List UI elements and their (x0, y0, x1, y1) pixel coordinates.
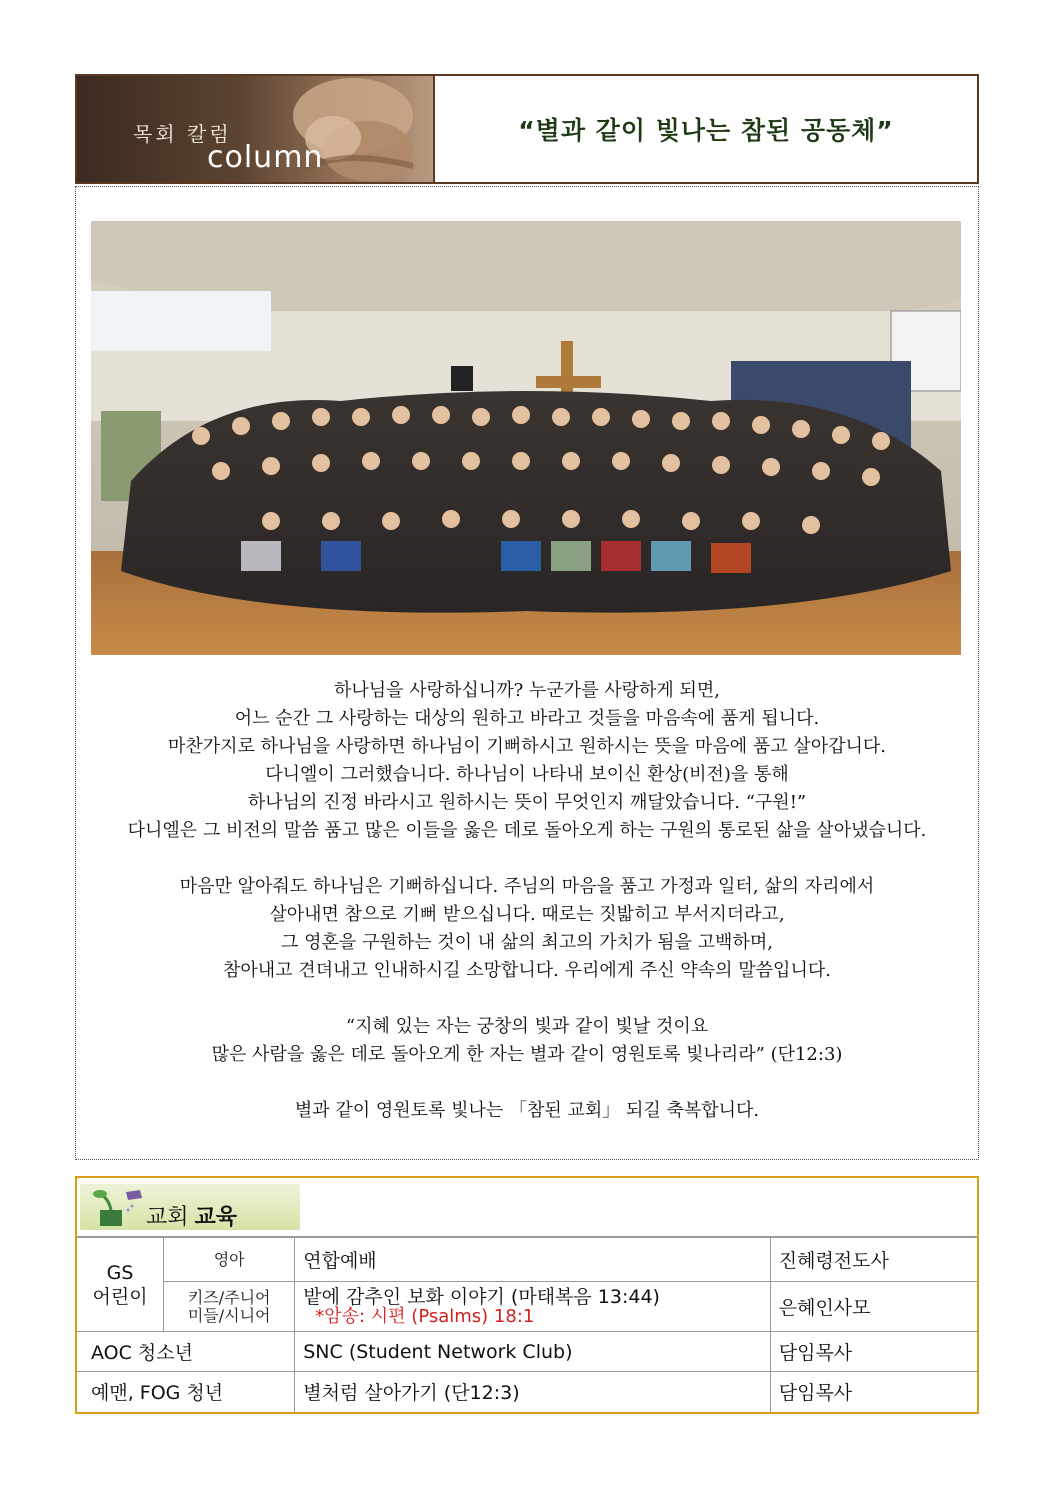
fog-leader-cell: 담임목사 (770, 1372, 977, 1412)
church-group-photo (91, 221, 961, 655)
column-title-box (435, 76, 977, 182)
scripture-line: 많은 사람을 옳은 데로 돌아오게 한 자는 별과 같이 영원토록 빛나리라” (단12:3) (211, 1044, 843, 1065)
body-line: 살아내면 참으로 기뻐 받으십니다. 때로는 짓밟히고 부서지더라고, (269, 904, 785, 925)
body-line: 마음만 알아줘도 하나님은 기뻐하십니다. 주님의 마음을 품고 가정과 일터, 삶의 자리에서 (179, 876, 875, 897)
fog-group-cell: 예맨, FOG 청년 (77, 1372, 295, 1412)
kids-sub-line2: 미들/시니어 (187, 1305, 271, 1325)
column-banner (77, 76, 435, 182)
column-title: “별과 같이 빛나는 참된 공동체” (518, 116, 894, 145)
body-line: 다니엘은 그 비전의 말씀 품고 많은 이들을 옳은 데로 돌아오게 하는 구원의 통로된 삶을 살아냈습니다. (127, 820, 927, 841)
education-header (77, 1178, 977, 1237)
education-title (146, 1200, 237, 1231)
body-line: 하나님의 진정 바라시고 원하시는 뜻이 무엇인지 깨달았습니다. “구원!” (247, 792, 807, 813)
column-header (75, 74, 979, 184)
kids-title-cell (295, 1282, 771, 1332)
column-banner-english: column (207, 140, 324, 175)
body-line: 다니엘이 그러했습니다. 하나님이 나타내 보이신 환상(비전)을 통해 (265, 764, 789, 785)
column-body (76, 677, 978, 1125)
table-row (77, 1238, 977, 1282)
kids-cell (164, 1282, 295, 1332)
blessing-line: 별과 같이 영원토록 빛나는 「참된 교회」 되길 축복합니다. (294, 1100, 760, 1121)
aoc-title-cell: SNC (Student Network Club) (295, 1332, 771, 1372)
education-section (75, 1176, 979, 1414)
education-badge (80, 1184, 300, 1230)
education-title-prefix: 교회 (146, 1205, 189, 1230)
body-line: 참아내고 견뎌내고 인내하시길 소망합니다. 우리에게 주신 약속의 말씀입니다. (223, 960, 831, 981)
kids-sub-line1: 키즈/주니어 (187, 1287, 271, 1307)
body-line: 그 영혼을 구원하는 것이 내 삶의 최고의 가치가 됨을 고백하며, (281, 932, 773, 953)
fog-title-cell: 별처럼 살아가기 (단12:3) (295, 1372, 771, 1412)
column-content (75, 186, 979, 1160)
kids-leader-cell: 은혜인사모 (770, 1282, 977, 1332)
infant-cell: 영아 (164, 1238, 295, 1282)
memory-verse: *암송: 시편 (Psalms) 18:1 (315, 1305, 535, 1327)
body-line: 마찬가지로 하나님을 사랑하면 하나님이 기뻐하시고 원하시는 뜻을 마음에 품고 살아갑니다. (168, 736, 886, 757)
infant-leader-cell: 진혜령전도사 (770, 1238, 977, 1282)
table-row (77, 1372, 977, 1412)
gs-group-cell: GS 어린이 (77, 1238, 164, 1332)
column-banner-korean: 목회 칼럼 (133, 122, 232, 146)
body-line: 어느 순간 그 사랑하는 대상의 원하고 바라고 것들을 마음속에 품게 됩니다. (234, 708, 820, 729)
table-row (77, 1332, 977, 1372)
scripture-line: “지혜 있는 자는 궁창의 빛과 같이 빛날 것이요 (345, 1016, 709, 1037)
education-title-bold: 교육 (194, 1205, 238, 1230)
education-table (77, 1237, 977, 1412)
infant-title-cell: 연합예배 (295, 1238, 771, 1282)
aoc-group-cell: AOC 청소년 (77, 1332, 295, 1372)
body-line: 하나님을 사랑하십니까? 누군가를 사랑하게 되면, (333, 680, 721, 701)
aoc-leader-cell: 담임목사 (770, 1332, 977, 1372)
watering-can-icon (88, 1186, 148, 1228)
kids-title: 밭에 감추인 보화 이야기 (마태복음 13:44) (303, 1285, 660, 1308)
table-row (77, 1282, 977, 1332)
